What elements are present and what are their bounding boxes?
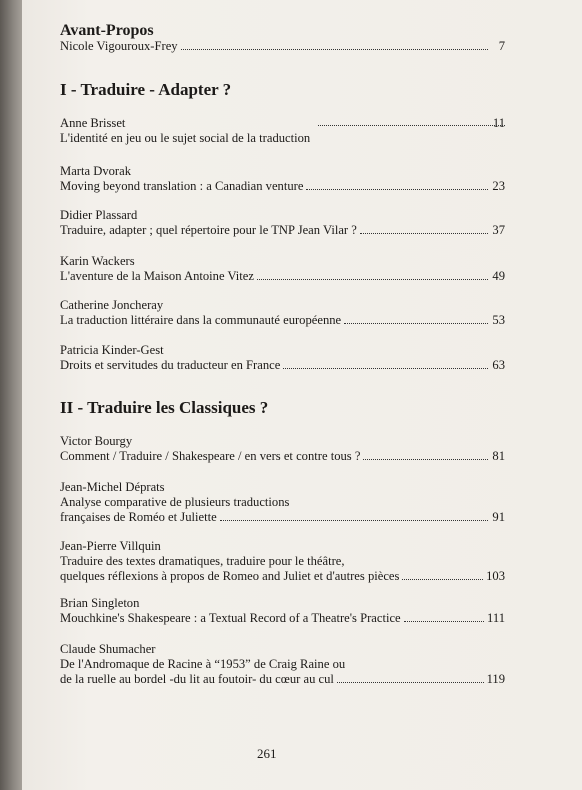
page-ref: 111	[487, 611, 505, 625]
page-ref: 7	[498, 39, 505, 53]
dot-leader	[306, 189, 488, 190]
entry-title: françaises de Roméo et Juliette	[60, 510, 217, 524]
dot-leader	[181, 49, 488, 50]
entry-author: Anne Brisset	[60, 116, 126, 130]
entry-author: Marta Dvorak	[60, 164, 131, 178]
foreword-author: Nicole Vigouroux-Frey	[60, 39, 178, 53]
page-ref: 103	[486, 569, 505, 583]
toc-entry	[60, 480, 505, 525]
page-ref: 49	[492, 269, 505, 283]
entry-title: Traduire, adapter ; quel répertoire pour le TNP Jean Vilar ?	[60, 223, 357, 237]
dot-leader	[283, 368, 488, 369]
entry-author: Karin Wackers	[60, 254, 135, 268]
page-ref: 11	[492, 116, 505, 130]
foreword-block	[60, 22, 505, 54]
entry-title: quelques réflexions à propos de Romeo and Juliet et d'autres pièces	[60, 569, 400, 583]
dot-leader	[404, 621, 484, 622]
entry-title: Comment / Traduire / Shakespeare / en vers et contre tous ?	[60, 449, 361, 463]
toc-entry	[60, 343, 505, 373]
page-ref: 37	[492, 223, 505, 237]
entry-author: Didier Plassard	[60, 208, 138, 222]
toc-entry	[60, 254, 505, 284]
page-ref: 53	[492, 313, 505, 327]
page-ref: 119	[486, 672, 505, 686]
dot-leader	[402, 579, 483, 580]
toc-entry	[60, 596, 505, 626]
entry-title: Droits et servitudes du traducteur en France	[60, 358, 281, 372]
toc-entry	[60, 164, 505, 194]
toc-entry	[60, 642, 505, 687]
entry-author: Catherine Joncheray	[60, 298, 164, 312]
entry-author: Victor Bourgy	[60, 434, 133, 448]
entry-author: Brian Singleton	[60, 596, 140, 610]
entry-title: Mouchkine's Shakespeare : a Textual Record of a Theatre's Practice	[60, 611, 401, 625]
dot-leader	[257, 279, 488, 280]
dot-leader	[363, 459, 488, 460]
page-ref: 23	[492, 179, 505, 193]
toc-entry	[60, 434, 505, 464]
part1-title: I - Traduire - Adapter ?	[60, 80, 232, 99]
foreword-title: Avant-Propos	[60, 22, 154, 39]
entry-author: Patricia Kinder-Gest	[60, 343, 164, 357]
dot-leader	[318, 125, 505, 126]
dot-leader	[344, 323, 488, 324]
entry-title: Analyse comparative de plusieurs traductions	[60, 495, 290, 509]
entry-author: Jean-Michel Déprats	[60, 480, 165, 494]
dot-leader	[337, 682, 484, 683]
entry-author: Claude Shumacher	[60, 642, 156, 656]
toc-entry	[60, 539, 505, 584]
toc-entry-title	[60, 131, 505, 146]
part2-title: II - Traduire les Classiques ?	[60, 398, 269, 417]
entry-author: Jean-Pierre Villquin	[60, 539, 161, 553]
page-ref: 91	[492, 510, 505, 524]
entry-title: De l'Andromaque de Racine à “1953” de Craig Raine ou	[60, 657, 346, 671]
entry-title: Traduire des textes dramatiques, traduire pour le théâtre,	[60, 554, 345, 568]
page-ref: 63	[492, 358, 505, 372]
dot-leader	[360, 233, 488, 234]
toc-entry	[60, 208, 505, 238]
entry-title: L'identité en jeu ou le sujet social de la traduction	[60, 131, 311, 145]
toc-entry	[60, 298, 505, 328]
dot-leader	[220, 520, 488, 521]
entry-title: de la ruelle au bordel -du lit au foutoir- du cœur au cul	[60, 672, 334, 686]
page-ref: 81	[492, 449, 505, 463]
entry-title: L'aventure de la Maison Antoine Vitez	[60, 269, 254, 283]
entry-title: Moving beyond translation : a Canadian venture	[60, 179, 304, 193]
entry-title: La traduction littéraire dans la communauté européenne	[60, 313, 342, 327]
page-number: 261	[257, 746, 277, 761]
